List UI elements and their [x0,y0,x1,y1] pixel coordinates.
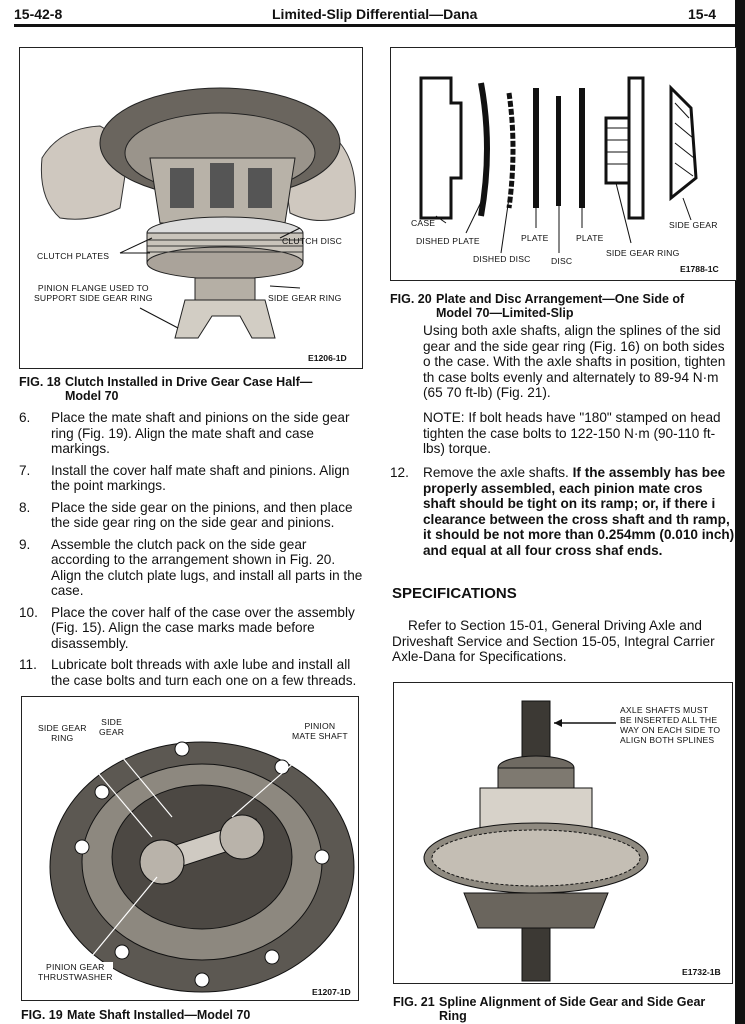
page-number: 15-42-8 [14,6,63,22]
caption-number: FIG. 20 [390,292,432,306]
label-pinion-gear-thrustwasher: PINION GEAR THRUSTWASHER [38,962,113,982]
figure-18 [19,47,363,369]
step-6: 6. Place the mate shaft and pinions on the side gear ring (Fig. 19). Align the mate shaft and case markings. [19,410,350,456]
label-side-gear: SIDE GEAR [669,220,718,230]
figure-20-caption [390,292,735,320]
caption-text-line2: Model 70—Limited-Slip [436,306,574,320]
step-11: 11. Lubricate bolt threads with axle lube and install all the case bolts and turn each one on a few threads. [19,657,357,688]
figure-code: E1206-1D [308,353,347,363]
figure-19-caption [21,1008,361,1022]
label-plate-1: PLATE [521,233,549,243]
label-dished-plate: DISHED PLATE [416,236,480,246]
label-plate-2: PLATE [576,233,604,243]
note-paragraph: NOTE: If bolt heads have "180" stamped on head tighten the case bolts to 122-150 N·m (90-110 ft-lbs) torque. [423,410,721,456]
figure-21-caption [393,995,738,1023]
header-rule [14,24,739,27]
label-pinion-mate-shaft: PINION MATE SHAFT [292,721,348,741]
figure-code: E1207-1D [312,987,351,997]
figure-code: E1732-1B [682,967,721,977]
label-axle-shafts: AXLE SHAFTS MUST BE INSERTED ALL THE WAY ON EACH SIDE TO ALIGN BOTH SPLINES [620,705,721,745]
caption-number: FIG. 18 [19,375,61,389]
caption-text: Mate Shaft Installed—Model 70 [67,1008,251,1022]
step-number: 12. [390,465,409,480]
caption-text: Spline Alignment of Side Gear and Side Gear [439,995,706,1009]
step-9: 9. Assemble the clutch pack on the side gear according to the arrangement shown in Fig. 20. Align the clutch plate lugs, and install all parts in the case. [19,536,363,598]
step-text: Remove the axle shafts. [423,465,573,480]
label-clutch-plates: CLUTCH PLATES [37,251,110,261]
figure-18-caption [19,375,364,403]
label-pinion-flange: PINION FLANGE USED TO SUPPORT SIDE GEAR RING [34,283,153,303]
label-disc: DISC [551,256,573,266]
label-dished-disc: DISHED DISC [473,254,531,264]
caption-number: FIG. 21 [393,995,435,1009]
step-10: 10. Place the cover half of the case over the assembly (Fig. 15). Align the case marks made before disassembly. [19,604,355,651]
page-number-right: 15-4 [688,6,717,22]
figure-21 [393,682,733,984]
page-title: Limited-Slip Differential—Dana [272,6,478,22]
label-side-gear: SIDE GEAR [99,717,125,737]
step-8: 8. Place the side gear on the pinions, and then place the side gear ring on the side gear and pinions. [19,499,353,530]
label-side-gear-ring: SIDE GEAR RING [606,248,680,258]
procedure-steps [19,410,365,694]
step-12 [390,465,735,558]
clutch-assembly-photo [20,48,362,368]
label-case: CASE [411,218,436,228]
figure-20 [390,47,737,281]
section-heading: SPECIFICATIONS [392,585,517,602]
caption-number: FIG. 19 [21,1008,63,1022]
label-side-gear-ring: SIDE GEAR RING [38,723,87,743]
step-text-bold: If the assembly has bee properly assembled, each pinion mate cros shaft should be tight on its ramp; or, if there i clearance between the cross shaft and th ramp, it should be not more than 0.254mm (0.010 inch) and equal at all four cross shaf ends. [423,465,735,558]
label-clutch-disc: CLUTCH DISC [282,236,342,246]
figure-code: E1788-1C [680,264,719,274]
figure-19 [21,696,359,1001]
caption-text: Clutch Installed in Drive Gear Case Half— [65,375,313,389]
label-side-gear-ring: SIDE GEAR RING [268,293,342,303]
caption-text-line2: Ring [439,1009,467,1023]
caption-text-line2: Model 70 [65,389,119,403]
torque-paragraph: Using both axle shafts, align the splines of the sid gear and the side gear ring (Fig. 16) on both sides o the case. With the axle shafts in position, tighten th case bolts evenly and alternately to 89-94 N·m (65 70 ft-lb) (Fig. 21). [423,323,726,400]
caption-text: Plate and Disc Arrangement—One Side of [436,292,685,306]
step-7: 7. Install the cover half mate shaft and pinions. Align the point markings. [19,462,350,493]
spec-paragraph: Refer to Section 15-01, General Driving Axle and Driveshaft Service and Section 15-05, Integral Carrier Axle-Dana for Specifications. [392,618,715,664]
